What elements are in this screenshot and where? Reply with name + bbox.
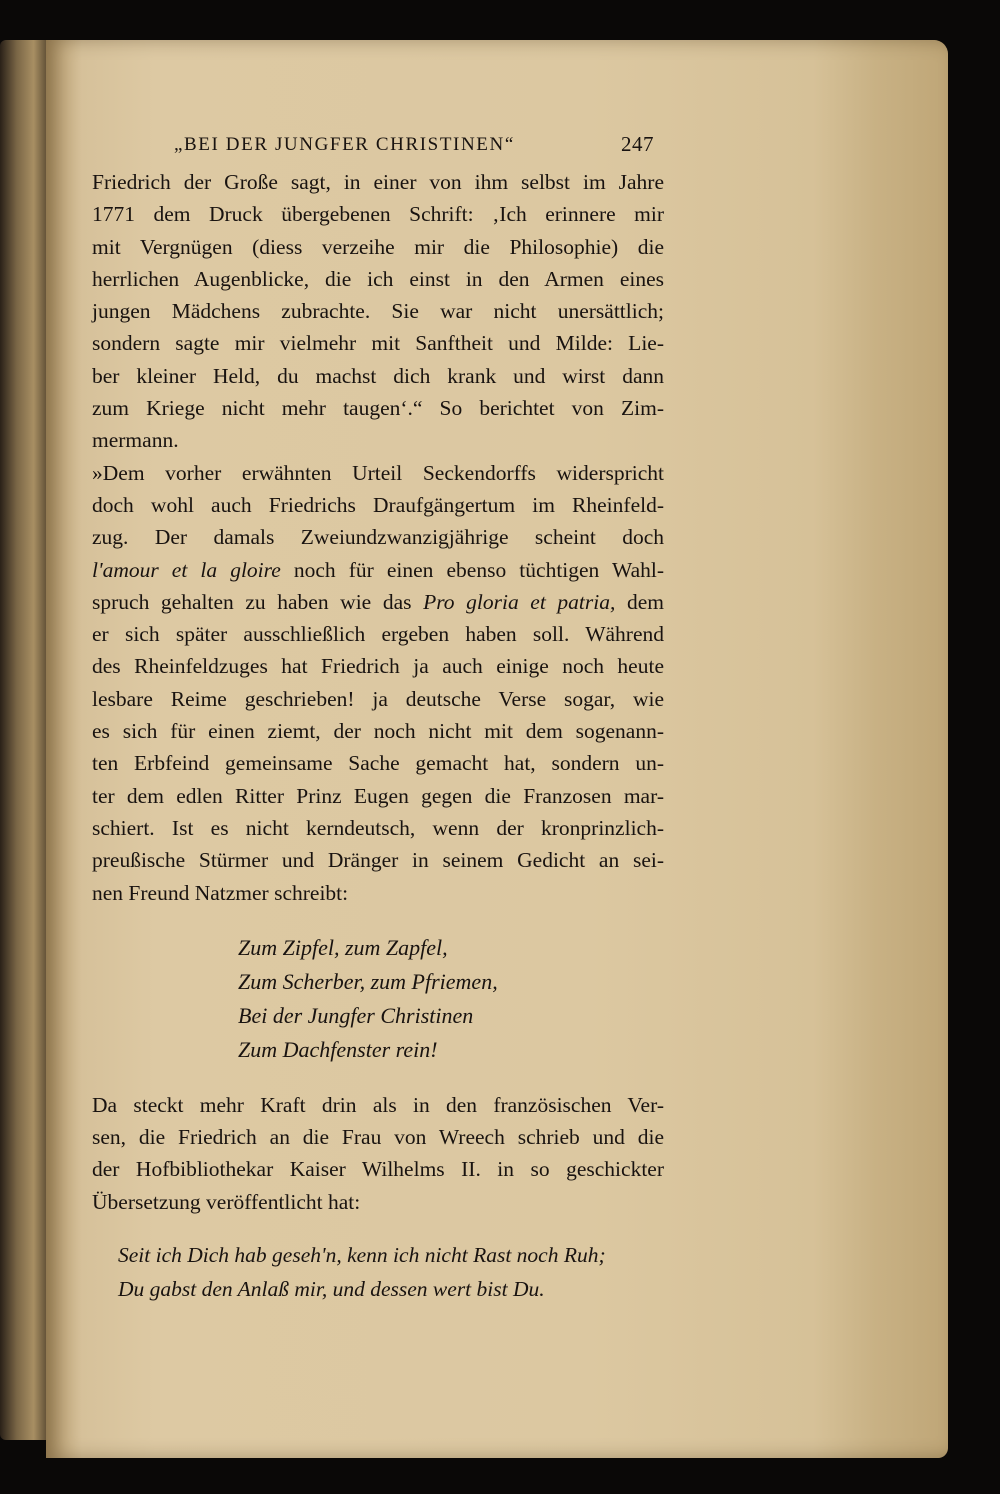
text-run: noch für einen ebenso tüchtigen Wahl-	[280, 557, 664, 582]
text-line: des Rheinfeldzuges hat Friedrich ja auch einige noch heute	[92, 654, 664, 679]
text-line: sen, die Friedrich an die Frau von Wreech schrieb und die	[92, 1125, 664, 1150]
text-line: mermann.	[92, 428, 179, 453]
paragraph-1	[92, 166, 664, 457]
text-line: der Hofbibliothekar Kaiser Wilhelms II. in so geschickter	[92, 1157, 664, 1182]
verse-line: Zum Scherber, zum Pfriemen,	[238, 968, 498, 994]
verse-line: Seit ich Dich hab geseh'n, kenn ich nicht Rast noch Ruh;	[118, 1243, 606, 1268]
verse-line: Bei der Jungfer Christinen	[238, 1002, 474, 1028]
text-line: 1771 dem Druck übergebenen Schrift: ‚Ich erinnere mir	[92, 202, 664, 227]
text-line: jungen Mädchens zubrachte. Sie war nicht unersättlich;	[92, 299, 664, 324]
page-number: 247	[621, 132, 654, 156]
text-line: zum Kriege nicht mehr taugen‘.“ So berichtet von Zim-	[92, 396, 664, 421]
text-line: herrlichen Augenblicke, die ich einst in den Armen eines	[92, 266, 664, 291]
text-line: zug. Der damals Zweiundzwanzigjährige scheint doch	[92, 525, 664, 550]
text-line: Da steckt mehr Kraft drin als in den französischen Ver-	[92, 1092, 664, 1117]
text-line: schiert. Ist es nicht kerndeutsch, wenn der kronprinzlich-	[92, 815, 664, 840]
running-head	[92, 132, 664, 166]
text-line: mit Vergnügen (diess verzeihe mir die Philosophie) die	[92, 234, 664, 259]
text-line: preußische Stürmer und Dränger in seinem Gedicht an sei-	[92, 848, 664, 873]
text-line: ber kleiner Held, du machst dich krank und wirst dann	[92, 363, 664, 388]
text-line: doch wohl auch Friedrichs Draufgängertum im Rheinfeld-	[92, 492, 664, 517]
text-line: es sich für einen ziemt, der noch nicht mit dem sogenann-	[92, 719, 664, 744]
text-line: »Dem vorher erwähnten Urteil Seckendorffs widerspricht	[92, 460, 664, 485]
text-run: spruch gehalten zu haben wie das	[92, 589, 424, 614]
text-line	[92, 554, 664, 586]
text-line: sondern sagte mir vielmehr mit Sanftheit und Milde: Lie-	[92, 331, 664, 356]
text-line: nen Freund Natzmer schreibt:	[92, 880, 349, 905]
verse-line: Du gabst den Anlaß mir, und dessen wert bist Du.	[118, 1277, 545, 1302]
left-page-edge	[0, 40, 48, 1440]
italic-phrase: l'amour et la gloire	[92, 557, 281, 582]
verse-block	[238, 931, 664, 1067]
running-head-title: „BEI DER JUNGFER CHRISTINEN“	[174, 134, 515, 155]
text-line	[92, 586, 664, 618]
italic-phrase: Pro gloria et patria,	[423, 589, 616, 614]
paragraph-3	[92, 1089, 664, 1218]
verse-line: Zum Zipfel, zum Zapfel,	[238, 934, 448, 960]
text-run: dem	[615, 589, 664, 614]
text-line: er sich später ausschließlich ergeben haben soll. Während	[92, 622, 664, 647]
text-line: Übersetzung veröffentlicht hat:	[92, 1189, 361, 1214]
text-line: Friedrich der Große sagt, in einer von ihm selbst im Jahre	[92, 170, 664, 194]
verse-line: Zum Dachfenster rein!	[238, 1036, 438, 1062]
text-line: lesbare Reime geschrieben! ja deutsche Verse sogar, wie	[92, 686, 664, 711]
paragraph-2	[92, 457, 664, 909]
text-line: ter dem edlen Ritter Prinz Eugen gegen die Franzosen mar-	[92, 783, 664, 808]
closing-verse	[118, 1238, 664, 1306]
text-line: ten Erbfeind gemeinsame Sache gemacht hat, sondern un-	[92, 751, 664, 776]
page-text	[92, 132, 664, 1306]
